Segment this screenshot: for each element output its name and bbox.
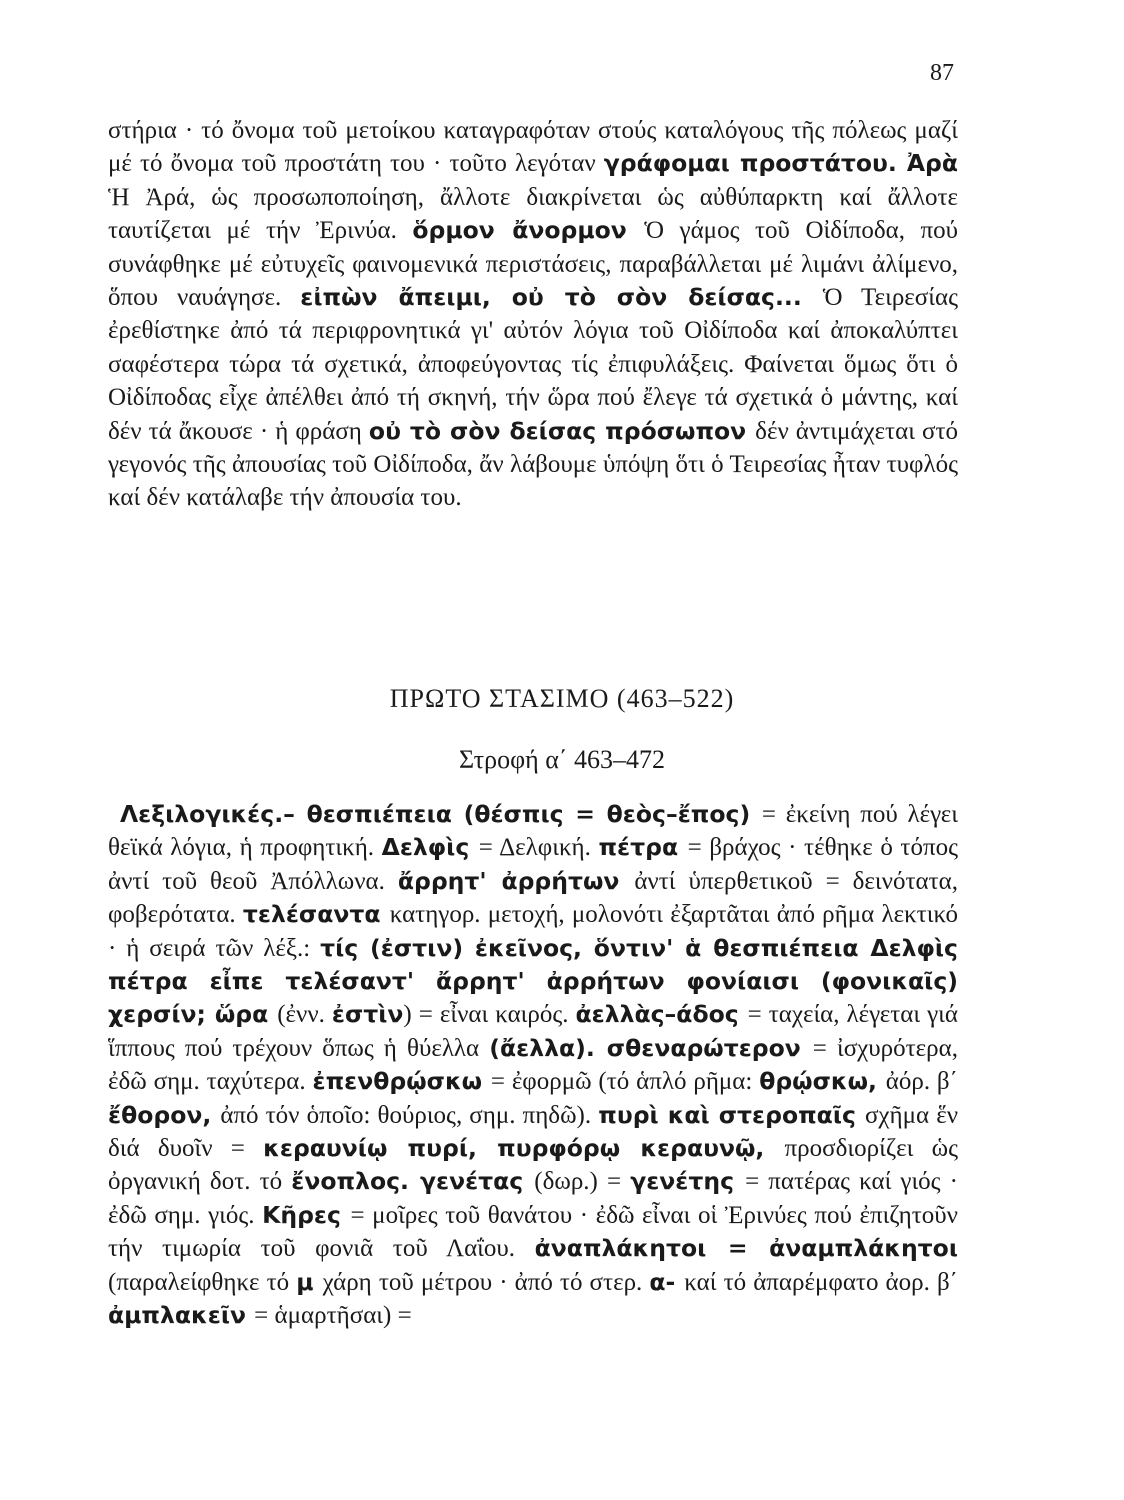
text-run: Ἡ Ἀρά, ὡς προσωποποίηση, ἄλλοτε διακρίνεται ὡς αὐθύπαρκτη καί ἄλλοτε ταυτίζεται μέ τήν Ἐρινύα. [108,183,958,245]
text-run: = ἰσχυρότερα, ἐδῶ σημ. ταχύτερα. [108,1034,958,1096]
vocabulary-paragraph [108,798,958,1333]
bold-term: πέτρα [598,833,688,862]
text-run: στήρια · τό ὄνομα τοῦ μετοίκου καταγραφόταν στούς καταλόγους τῆς πόλεως μαζί μέ τό ὄνομα τοῦ προστάτη του · τοῦτο λεγόταν [108,117,958,178]
text-run: κατηγορ. μετοχή, μολονότι ἐξαρτᾶται ἀπό ρῆμα λεκτικό · ἡ σειρά τῶν λέξ.: [108,901,958,962]
text-run: προσδιορίζει ὡς ὀργανική δοτ. τό [108,1135,959,1196]
text-run: ἀντί ὑπερθετικοῦ = δεινότατα, φοβερότατα. [108,867,958,929]
bold-term: ἀελλὰς–άδος [575,1000,748,1029]
bold-term: γενέτης [630,1167,746,1196]
text-run: Ὁ γάμος τοῦ Οἰδίποδα, πού συνάφθηκε μέ εὐτυχεῖς φαινομενικά περιστάσεις, παραβάλλεται μέ λιμάνι ἀλίμενο, ὅπου ναυάγησε. [108,217,958,312]
text-run: ) = εἶναι καιρός. [403,1001,576,1029]
text-run: ἀόρ. β΄ [885,1068,958,1096]
bold-term: α- [649,1267,685,1296]
text-run: (ἐνν. [277,1001,332,1029]
bold-term: ἔθορον, [108,1100,221,1129]
section-title: ΠΡΩΤΟ ΣΤΑΣΙΜΟ (463–522) [389,684,735,713]
bold-term: Κῆρες [262,1200,351,1229]
bold-term: κεραυνίῳ πυρί, πυρφόρῳ κεραυνῷ, [263,1134,785,1163]
bold-term: μ [296,1267,323,1296]
bold-term: τίς (ἐστιν) ἐκεῖνος, ὅντιν' ἁ θεσπιέπεια Δελφὶς πέτρα εἶπε τελέσαντ' ἄρρητ' ἀρρήτων φονίαισι (φονικαῖς) χερσίν; ὥρα [108,933,958,1029]
text-run: δέν ἀντιμάχεται στό γεγονός τῆς ἀπουσίας τοῦ Οἰδίποδα, ἄν λάβουμε ὑπόψη ὅτι ὁ Τειρεσίας ἦταν τυφλός καί δέν κατάλαβε τήν ἀπουσία του. [108,417,958,512]
text-run: = ἐκείνη πού λέγει θεϊκά λόγια, ἡ προφητική. [108,801,958,862]
bold-term: οὐ τὸ σὸν δείσας πρόσωπον [368,416,756,445]
bold-term: ἀμπλακεῖν [108,1301,255,1330]
text-run: = ἐφορμῶ (τό ἁπλό ρῆμα: [490,1068,760,1096]
bold-term: πυρὶ καὶ στεροπαῖς [598,1100,865,1129]
section-subtitle: Στροφή α΄ 463–472 [459,745,665,774]
bold-term: ἔνοπλος. γενέτας [291,1167,535,1196]
text-run: Ὁ Τειρεσίας ἐρεθίστηκε ἀπό τά περιφρονητικά γι' αὐτόν λόγια τοῦ Οἰδίποδα καί ἀποκαλύπτει σαφέστερα τώρα τά σχετικά, ἀποφεύγοντας τίς ἐπιφυλάξεις. Φαίνεται ὅμως ὅτι ὁ Οἰδίποδας εἶχε ἀπέλθει ἀπό τή σκηνή, τήν ὥρα πού ἔλεγε τά σχετικά ὁ μάντης, καί δέν τά ἄκουσε · ἡ φράση [108,284,958,445]
page-number: 87 [930,60,954,86]
text-run: (παραλείφθηκε τό [108,1268,297,1296]
bold-term: θρῴσκω, [759,1067,886,1096]
bold-term: ἀναπλάκητοι = ἀναμπλάκητοι [534,1234,958,1263]
text-run: ἀπό τόν ὁποῖο: θούριος, σημ. πηδῶ). [220,1101,599,1129]
text-run: = μοῖρες τοῦ θανάτου · ἐδῶ εἶναι οἱ Ἐρινύες πού ἐπιζητοῦν τήν τιμωρία τοῦ φονιᾶ τοῦ Λαΐου. [108,1201,958,1263]
bold-term: Ἀρὰ [906,149,958,178]
bold-term: ὅρμον ἄνορμον [412,216,645,245]
text-run: = Δελφική. [478,834,599,862]
text-run: = ἁμαρτῆσαι) = [254,1302,412,1330]
bold-term: ἐπενθρῴσκω [312,1067,491,1096]
text-run: = πατέρας καί γιός · ἐδῶ σημ. γιός. [108,1168,959,1229]
text-run: (δωρ.) = [534,1168,631,1196]
bold-term: ἐστὶν [331,1000,404,1029]
bold-term: Λεξιλογικές.– θεσπιέπεια (θέσπις = θεὸς–ἔπος) [120,800,762,828]
bold-term: τελέσαντα [242,900,390,929]
text-run: = ταχεία, λέγεται γιά ἵππους πού τρέχουν ὅπως ἡ θύελλα [108,1001,958,1062]
text-run: χάρη τοῦ μέτρου · ἀπό τό στερ. [322,1268,650,1296]
text-run: = βράχος · τέθηκε ὁ τόπος ἀντί τοῦ θεοῦ Ἀπόλλωνα. [108,834,958,895]
text-run: καί τό ἀπαρέμφατο ἀορ. β΄ [684,1268,958,1296]
commentary-paragraph [108,114,958,515]
bold-term: εἰπὼν ἄπειμι, οὐ τὸ σὸν δείσας... [300,283,823,312]
bold-term: ἄρρητ' ἀρρήτων [397,866,635,895]
bold-term: (ἄελλα). σθεναρώτερον [489,1033,813,1062]
text-run: σχῆμα ἕν διά δυοῖν = [108,1101,959,1163]
bold-term: Δελφὶς [381,833,479,862]
bold-term: γράφομαι προστάτου. [603,149,907,178]
